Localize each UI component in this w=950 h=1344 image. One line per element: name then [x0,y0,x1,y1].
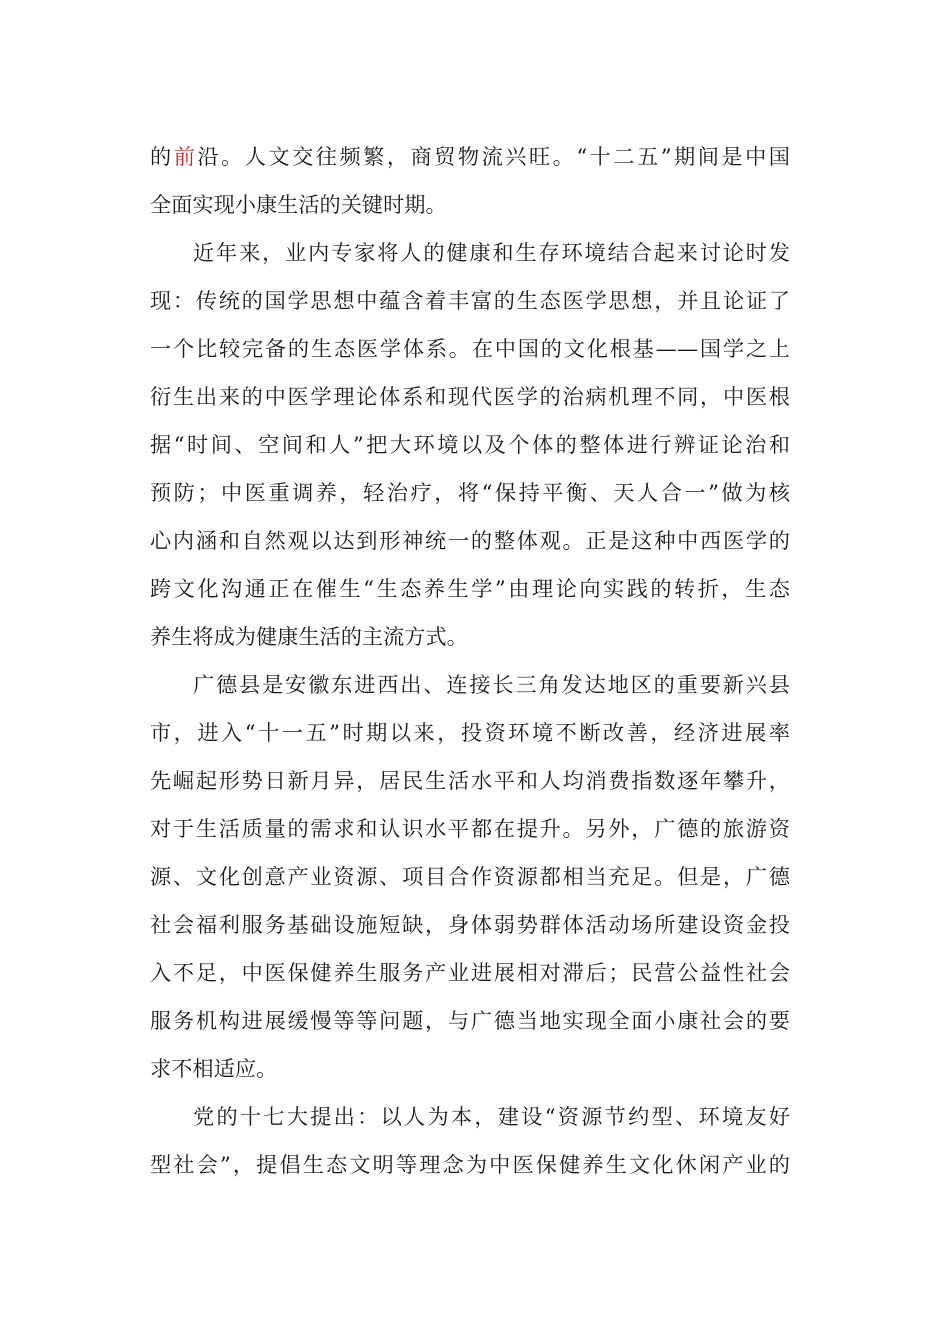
highlighted-word: 前 [173,144,198,169]
text-line-18: 入不足，中医保健养生服务产业进展相对滞后；民营公益性社会 [150,960,790,985]
text-line-19: 服务机构进展缓慢等等问题，与广德当地实现全面小康社会的要 [150,1008,790,1033]
text-line-22: 型社会”，提倡生态文明等理念为中医保健养生文化休闲产业的 [150,1152,790,1177]
text-line-17: 社会福利服务基础设施短缺，身体弱势群体活动场所建设资金投 [150,912,790,937]
text-line-13: 市，进入“十一五”时期以来，投资环境不断改善，经济进展率 [150,720,790,745]
text-line-12: 广德县是安徽东进西出、连接长三角发达地区的重要新兴县 [193,672,790,697]
text-line-4: 现：传统的国学思想中蕴含着丰富的生态医学思想，并且论证了 [150,288,790,313]
text-line-16: 源、文化创意产业资源、项目合作资源都相当充足。但是，广德 [150,864,790,889]
text-line-1-pre: 的 [150,144,174,169]
text-line-9: 心内涵和自然观以达到形神统一的整体观。正是这种中西医学的 [150,528,790,553]
text-line-11: 养生将成为健康生活的主流方式。 [150,624,468,649]
text-line-10: 跨文化沟通正在催生“生态养生学”由理论向实践的转折，生态 [150,576,790,601]
text-line-8: 预防；中医重调养，轻治疗，将“保持平衡、天人合一”做为核 [150,480,790,505]
text-line-14: 先崛起形势日新月异，居民生活水平和人均消费指数逐年攀升， [150,768,790,793]
text-line-5: 一个比较完备的生态医学体系。在中国的文化根基——国学之上 [150,336,790,361]
text-line-6: 衍生出来的中医学理论体系和现代医学的治病机理不同，中医根 [150,384,790,409]
text-line-7: 据“时间、空间和人”把大环境以及个体的整体进行辨证论治和 [150,432,790,457]
text-line-1-post: 沿。人文交往频繁，商贸物流兴旺。“十二五”期间是中国 [197,144,790,169]
text-line-20: 求不相适应。 [150,1056,278,1081]
text-line-15: 对于生活质量的需求和认识水平都在提升。另外，广德的旅游资 [150,816,790,841]
text-line-2: 全面实现小康生活的关键时期。 [150,192,447,217]
text-line-3: 近年来，业内专家将人的健康和生存环境结合起来讨论时发 [193,240,790,265]
text-line-21: 党的十七大提出：以人为本，建设“资源节约型、环境友好 [193,1104,790,1129]
text-line-1 [150,141,790,173]
